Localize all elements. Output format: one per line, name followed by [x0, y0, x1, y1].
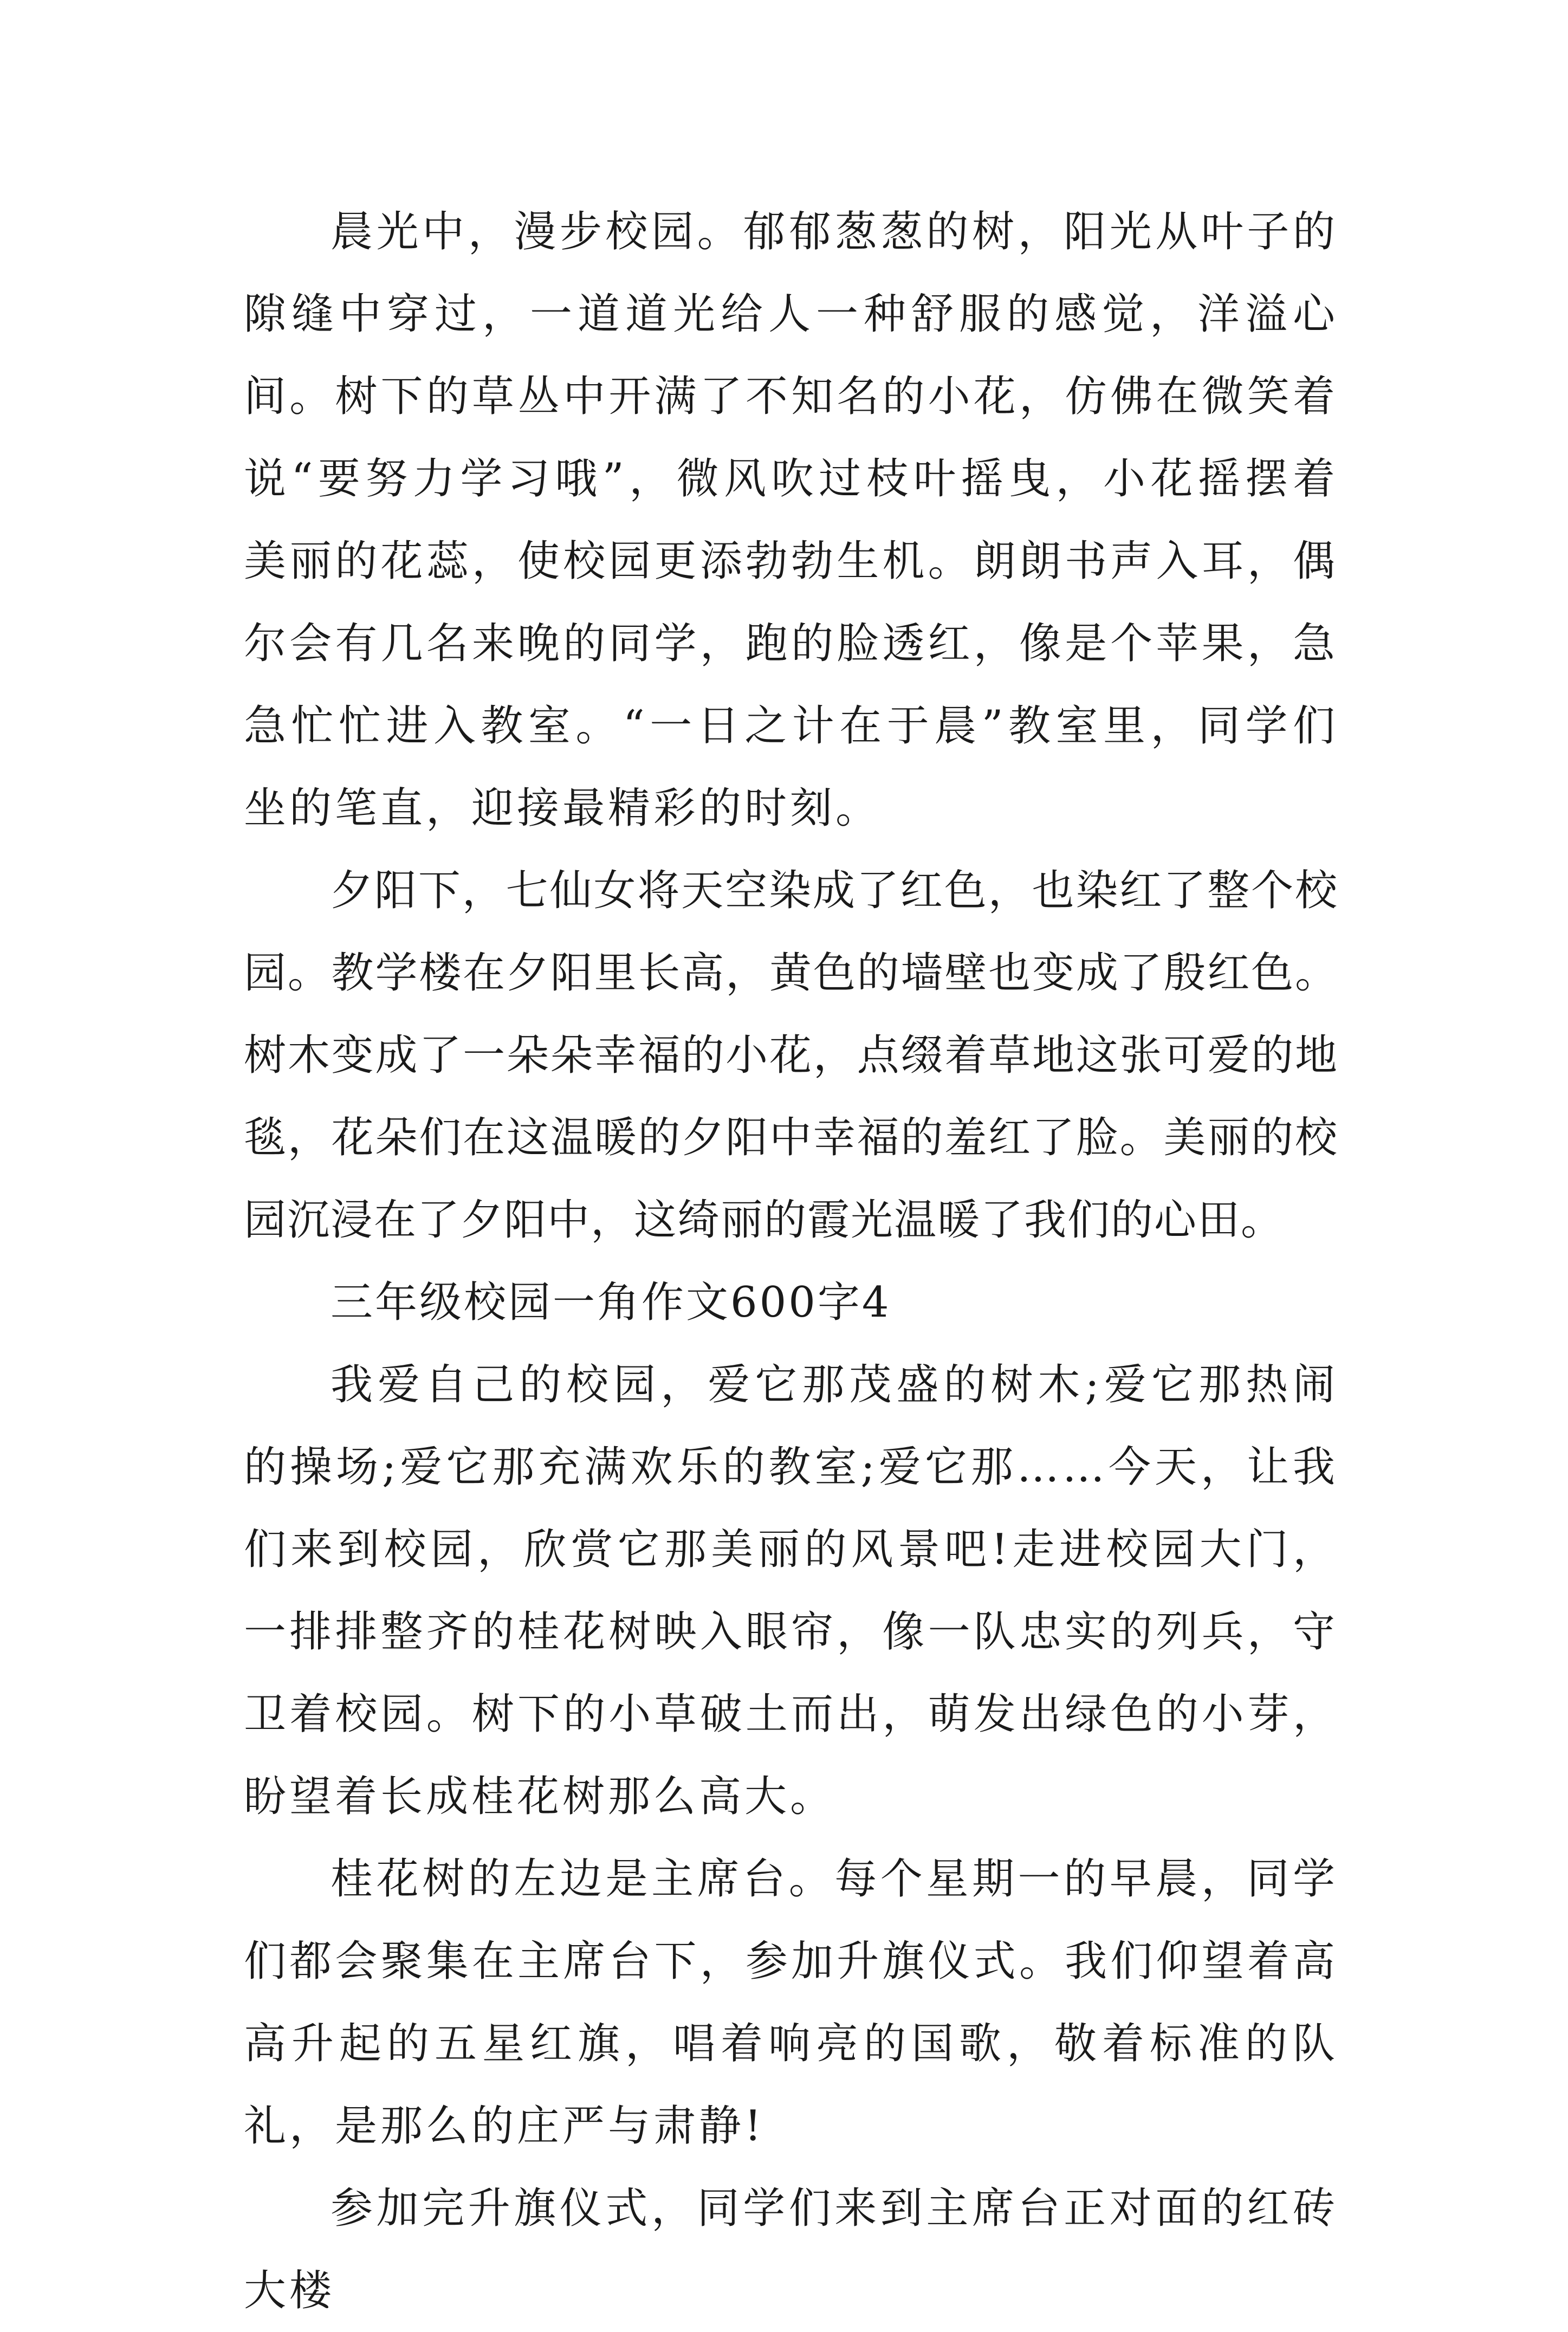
paragraph-flag-ceremony: 桂花树的左边是主席台。每个星期一的早晨，同学们都会聚集在主席台下，参加升旗仪式。我们仰望着高高升起的五星红旗，唱着响亮的国歌，敬着标准的队礼，是那么的庄严与肃静! — [244, 1855, 1338, 2150]
essay-title: 三年级校园一角作文600字4 — [331, 1278, 891, 1327]
paragraph-morning: 晨光中，漫步校园。郁郁葱葱的树，阳光从叶子的隙缝中穿过，一道道光给人一种舒服的感觉，洋溢心间。树下的草丛中开满了不知名的小花，仿佛在微笑着说“要努力学习哦”，微风吹过枝叶摇曳，小花摇摆着美丽的花蕊，使校园更添勃勃生机。朗朗书声入耳，偶尔会有几名来晚的同学，跑的脸透红，像是个苹果，急急忙忙进入教室。“一日之计在于晨”教室里，同学们坐的笔直，迎接最精彩的时刻。 — [244, 208, 1338, 833]
document-body — [244, 191, 1338, 2332]
paragraph-sunset: 夕阳下，七仙女将天空染成了红色，也染红了整个校园。教学楼在夕阳里长高，黄色的墙壁也变成了殷红色。树木变成了一朵朵幸福的小花，点缀着草地这张可爱的地毯，花朵们在这温暖的夕阳中幸福的羞红了脸。美丽的校园沉浸在了夕阳中，这绮丽的霞光温暖了我们的心田。 — [244, 866, 1338, 1245]
paragraph-love-campus: 我爱自己的校园，爱它那茂盛的树木;爱它那热闹的操场;爱它那充满欢乐的教室;爱它那……今天，让我们来到校园，欣赏它那美丽的风景吧!走进校园大门，一排排整齐的桂花树映入眼帘，像一队忠实的列兵，守卫着校园。树下的小草破土而出，萌发出绿色的小芽，盼望着长成桂花树那么高大。 — [244, 1361, 1338, 1821]
paragraph-after-ceremony: 参加完升旗仪式，同学们来到主席台正对面的红砖大楼 — [244, 2184, 1338, 2315]
